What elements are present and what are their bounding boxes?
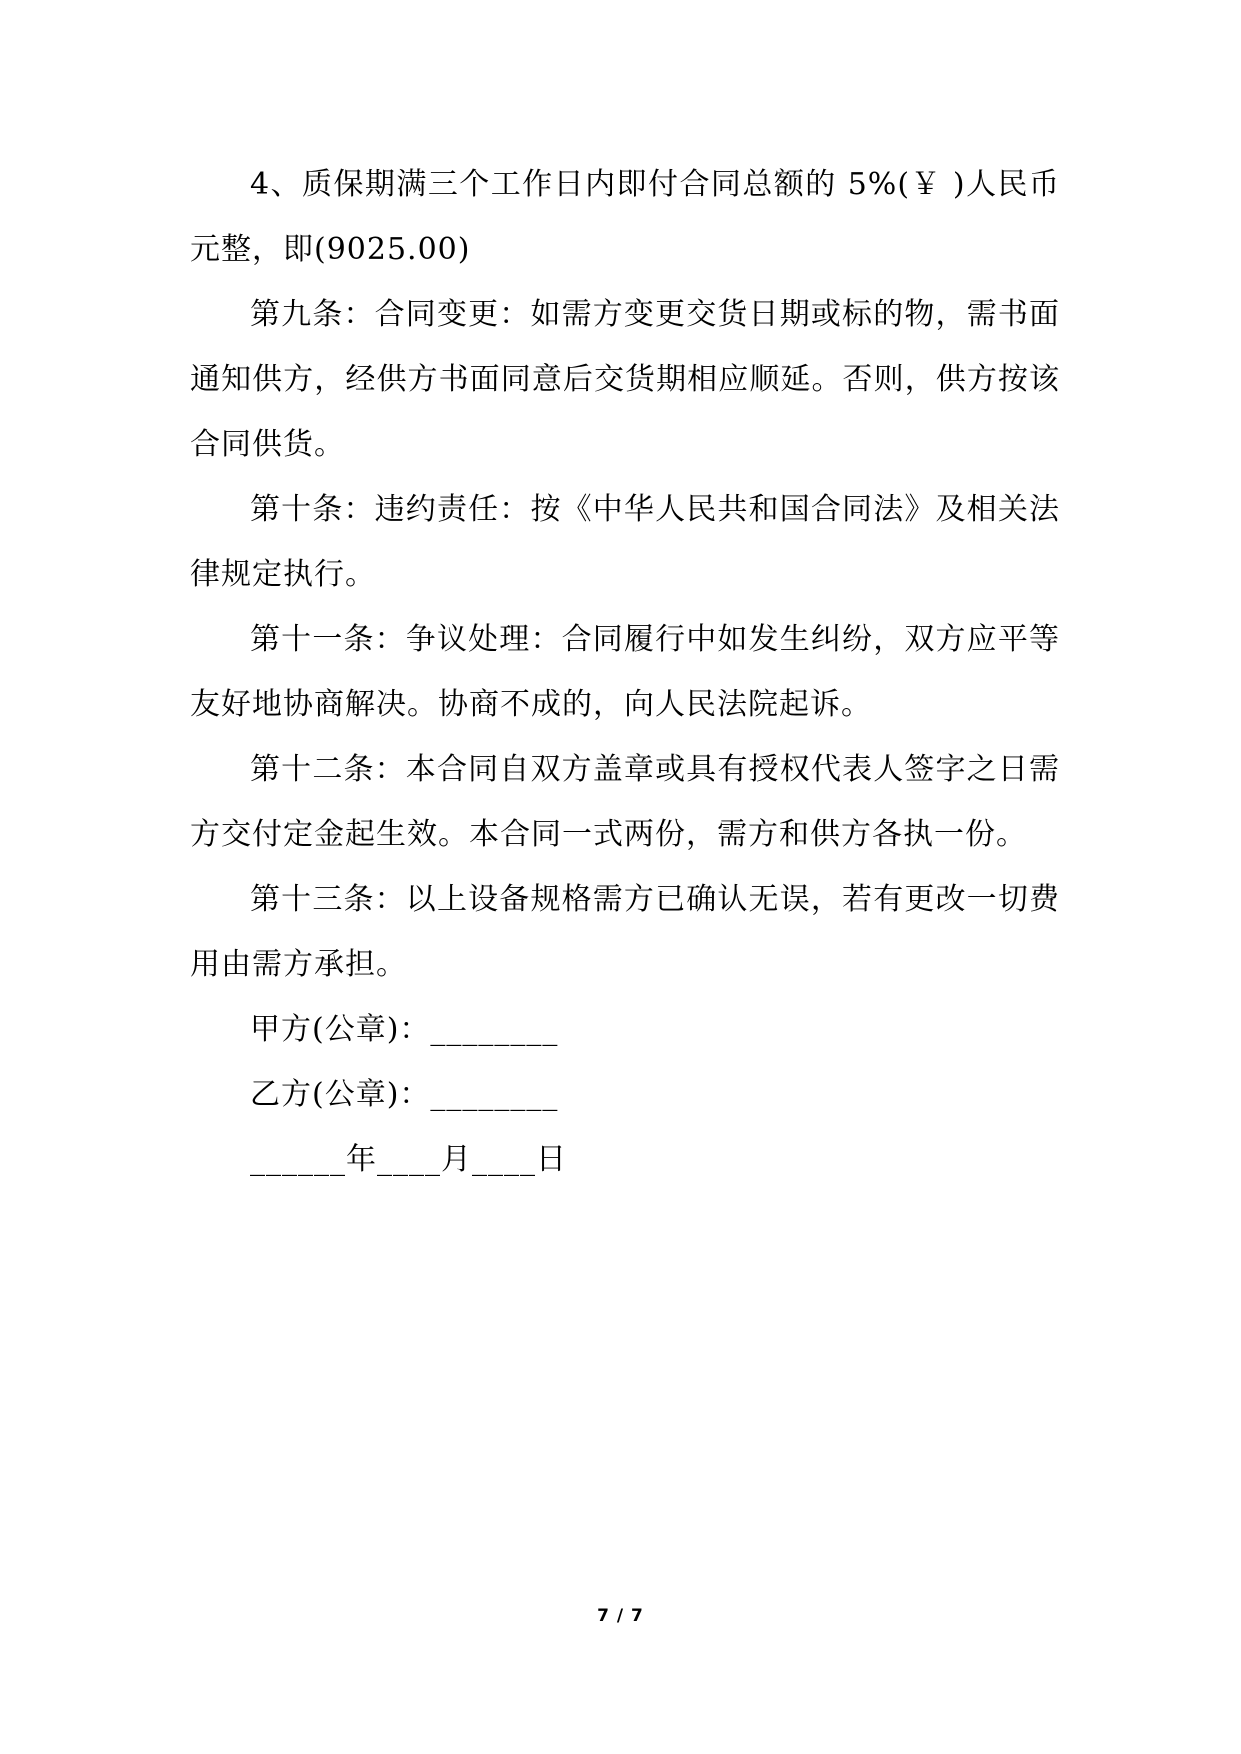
- paragraph-article-13: 第十三条：以上设备规格需方已确认无误，若有更改一切费用由需方承担。: [190, 882, 1060, 982]
- signature-party-b: 乙方(公章)：________: [250, 1077, 559, 1112]
- signature-party-a: 甲方(公章)：________: [250, 1012, 559, 1047]
- paragraph-warranty-payment: 4、质保期满三个工作日内即付合同总额的 5%(￥ )人民币元整，即(9025.00): [190, 167, 1060, 267]
- paragraph-article-10: 第十条：违约责任：按《中华人民共和国合同法》及相关法律规定执行。: [190, 492, 1060, 592]
- signature-date: ______年____月____日: [250, 1142, 567, 1177]
- paragraph-article-9: 第九条：合同变更：如需方变更交货日期或标的物，需书面通知供方，经供方书面同意后交货期相应顺延。否则，供方按该合同供货。: [190, 297, 1060, 462]
- paragraph-article-11: 第十一条：争议处理：合同履行中如发生纠纷，双方应平等友好地协商解决。协商不成的，向人民法院起诉。: [190, 622, 1060, 722]
- document-body: [190, 152, 1060, 1192]
- paragraph-article-12: 第十二条：本合同自双方盖章或具有授权代表人签字之日需方交付定金起生效。本合同一式两份，需方和供方各执一份。: [190, 752, 1060, 852]
- page-number: 7 / 7: [597, 1606, 644, 1626]
